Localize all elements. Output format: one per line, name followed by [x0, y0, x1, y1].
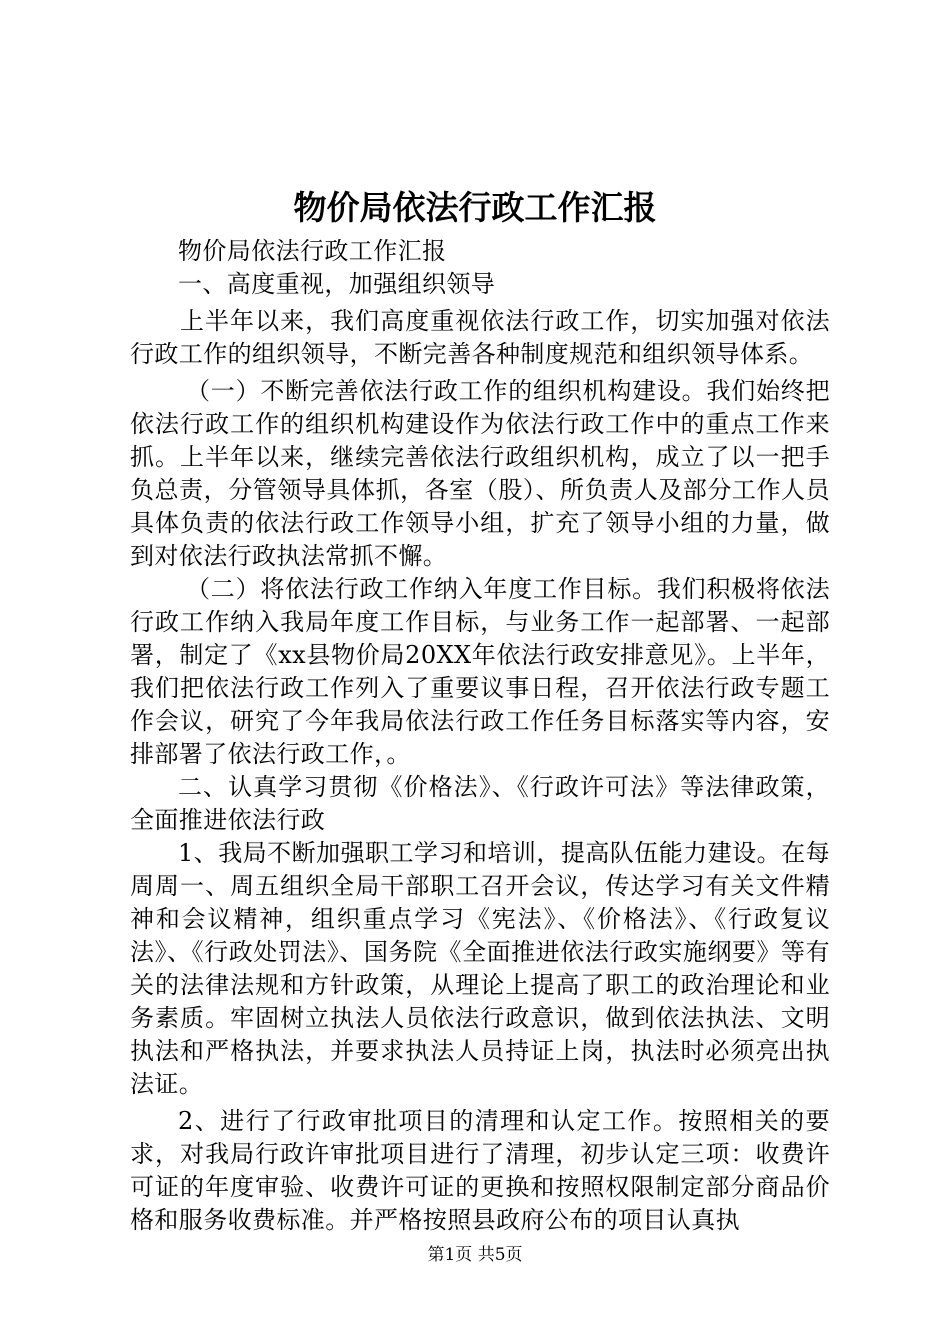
paragraph-section-heading-1: 一、高度重视，加强组织领导 — [178, 270, 496, 298]
paragraph-section-heading-2: 二、认真学习贯彻《价格法》、《行政许可法》等法律政策，全面推进依法行政 — [130, 773, 830, 834]
paragraph: （二）将依法行政工作纳入年度工作目标。我们积极将依法行政工作纳入我局年度工作目标，与业务工作一起部署、一起部署，制定了《xx县物价局20XX年依法行政安排意见》。上半年，我们把依法行政工作列入了重要议事日程，召开依法行政专题工作会议，研究了今年我局依法行政工作任务目标落实等内容，安排部署了依法行政工作，。 — [130, 575, 830, 768]
document-body — [130, 235, 830, 1237]
paragraph: （一）不断完善依法行政工作的组织机构建设。我们始终把依法行政工作的组织机构建设作为依法行政工作中的重点工作来抓。上半年以来，继续完善依法行政组织机构，成立了以一把手负总责，分管领导具体抓，各室（股）、所负责人及部分工作人员具体负责的依法行政工作领导小组，扩充了领导小组的力量，做到对依法行政执法常抓不懈。 — [130, 377, 830, 570]
paragraph: 1、我局不断加强职工学习和培训，提高队伍能力建设。在每周周一、周五组织全局干部职工召开会议，传达学习有关文件精神和会议精神，组织重点学习《宪法》、《价格法》、《行政复议法》、《行政处罚法》、国务院《全面推进依法行政实施纲要》等有关的法律法规和方针政策，从理论上提高了职工的政治理论和业务素质。牢固树立执法人员依法行政意识，做到依法执法、文明执法和严格执法，并要求执法人员持证上岗，执法时必须亮出执法证。 — [130, 839, 830, 1098]
page-number-footer: 第1页 共5页 — [427, 1245, 523, 1265]
paragraph-subtitle: 物价局依法行政工作汇报 — [178, 237, 447, 265]
paragraph: 2、进行了行政审批项目的清理和认定工作。按照相关的要求，对我局行政许审批项目进行了清理，初步认定三项：收费许可证的年度审验、收费许可证的更换和按照权限制定部分商品价格和服务收费标准。并严格按照县政府公布的项目认真执 — [130, 1107, 830, 1234]
document-title: 物价局依法行政工作汇报 — [293, 188, 657, 227]
paragraph: 上半年以来，我们高度重视依法行政工作，切实加强对依法行政工作的组织领导，不断完善各种制度规范和组织领导体系。 — [130, 307, 830, 368]
